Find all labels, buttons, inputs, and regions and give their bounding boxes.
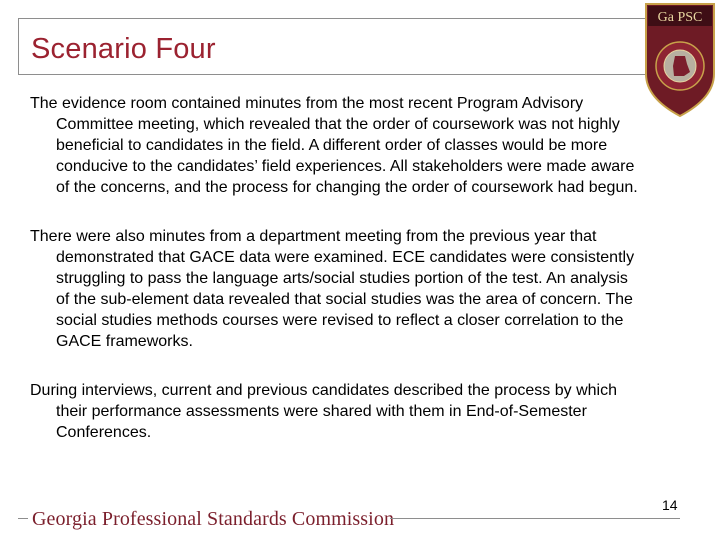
footer-rule-left [18, 518, 28, 519]
footer-logo: Georgia Professional Standards Commission [32, 508, 395, 530]
slide-body [30, 93, 642, 471]
footer-rule-right [390, 518, 680, 519]
gapsc-shield-icon [640, 0, 720, 118]
badge-text: Ga PSC [657, 10, 703, 25]
slide-title: Scenario Four [31, 33, 216, 65]
paragraph-3: During interviews, current and previous candidates described the process by which their performance assessments were shared with them in End-of-Semester Conferences. [30, 382, 617, 441]
paragraph-2: There were also minutes from a department meeting from the previous year that demonstrated that GACE data were examined. ECE candidates were consistently struggling to pass the language arts/social studies portion of the test. An analysis of the sub-element data revealed that social studies was the area of concern. The social studies methods courses were revised to reflect a closer correlation to the GACE frameworks. [30, 228, 635, 350]
paragraph-1: The evidence room contained minutes from the most recent Program Advisory Committee meeting, which revealed that the order of coursework was not highly beneficial to candidates in the field. A different order of classes would be more conducive to the candidates’ field experiences. All stakeholders were made aware of the concerns, and the process for changing the order of coursework had begun. [30, 95, 638, 196]
page-number: 14 [662, 497, 678, 513]
